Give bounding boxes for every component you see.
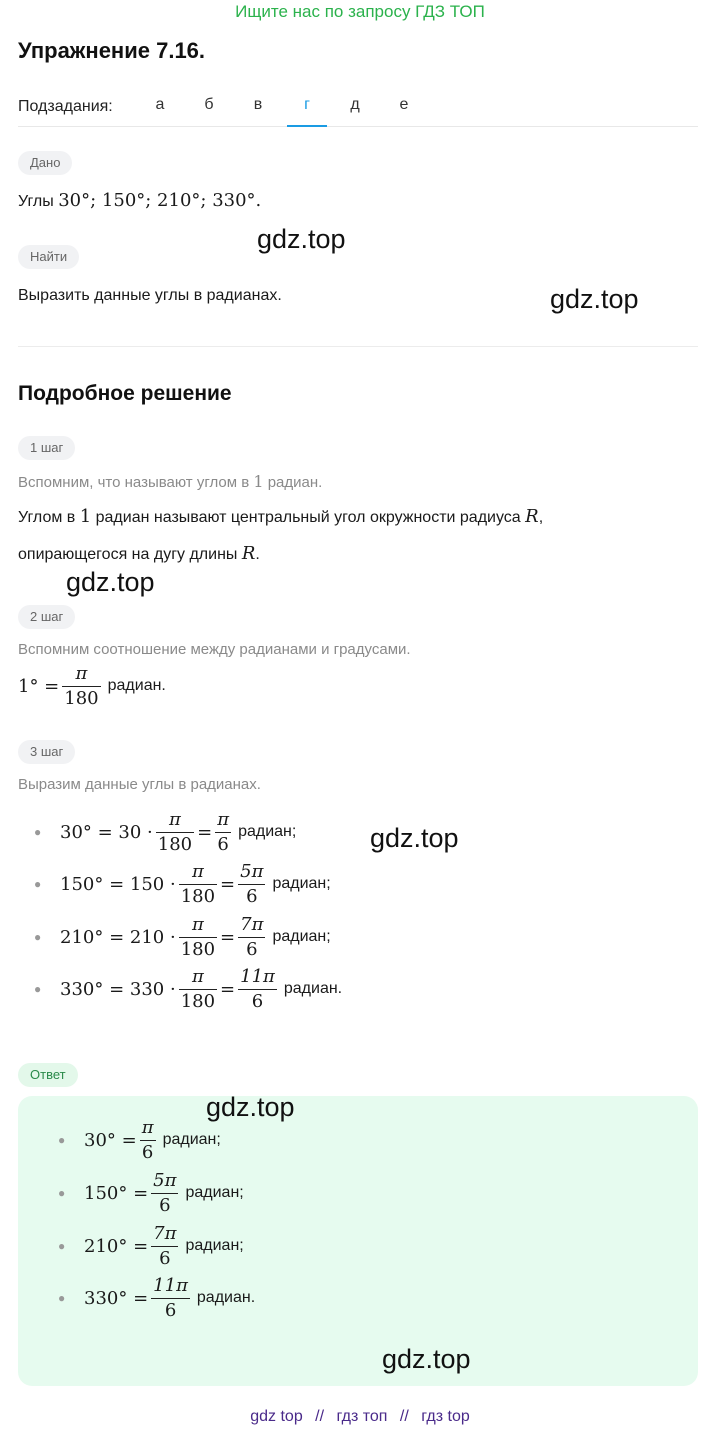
step1-pill: 1 шаг (18, 436, 75, 460)
find-text: Выразить данные углы в радианах. (18, 287, 282, 304)
step1-line1-m2: R (525, 506, 539, 527)
answer-lhs: 330° = (84, 1287, 149, 1309)
row-num-2: 5π (238, 860, 265, 885)
footer-sep-1: // (315, 1408, 325, 1425)
step1-hint-math: 1 (253, 472, 264, 491)
footer-links (0, 1408, 720, 1426)
watermark: gdz.top (66, 567, 155, 597)
row-fraction-2 (238, 913, 265, 962)
bullet-icon: ● (34, 825, 42, 839)
tab-b[interactable]: б (204, 96, 214, 113)
row-fraction-1 (179, 965, 217, 1014)
watermark: gdz.top (382, 1344, 471, 1374)
row-den-2: 6 (217, 833, 229, 855)
subtasks-bar (18, 88, 698, 127)
tab-a[interactable]: а (155, 96, 165, 113)
step3-row (34, 963, 342, 1015)
footer-link-1[interactable]: gdz top (250, 1408, 303, 1425)
answer-den: 6 (164, 1299, 177, 1321)
bullet-icon: ● (34, 930, 42, 944)
row-eq: = (197, 821, 213, 843)
given-angles: 30°; 150°; 210°; 330°. (58, 190, 262, 211)
bullet-icon: ● (34, 877, 42, 891)
step2-fraction (62, 662, 100, 711)
bullet-icon: ● (58, 1291, 66, 1305)
bullet-icon: ● (58, 1239, 66, 1253)
step2-formula (18, 660, 166, 712)
row-fraction-2 (238, 965, 277, 1014)
answer-lhs: 150° = (84, 1182, 149, 1204)
row-num-1: π (179, 965, 217, 990)
answer-row (58, 1220, 244, 1272)
row-eq: = (220, 926, 236, 948)
step1-line2 (18, 543, 260, 564)
answer-den: 6 (141, 1141, 154, 1163)
row-eq: = (220, 978, 236, 1000)
answer-den: 6 (159, 1194, 171, 1216)
row-word: радиан; (272, 875, 331, 892)
step1-line1 (18, 506, 543, 527)
step3-row (34, 806, 296, 858)
step2-pill: 2 шаг (18, 605, 75, 629)
row-word: радиан; (238, 823, 297, 840)
answer-word: радиан; (185, 1237, 244, 1254)
answer-den: 6 (159, 1247, 171, 1269)
watermark: gdz.top (257, 224, 346, 254)
given-prefix: Углы (18, 193, 59, 210)
step1-hint-suffix: радиан. (263, 474, 323, 491)
answer-lhs: 30° = (84, 1129, 137, 1151)
row-word: радиан; (272, 928, 331, 945)
step3-pill: 3 шаг (18, 740, 75, 764)
answer-word: радиан; (185, 1184, 244, 1201)
row-fraction-1 (179, 860, 217, 909)
answer-row (58, 1167, 244, 1219)
row-num-2: 7π (238, 913, 265, 938)
row-num-1: π (156, 808, 194, 833)
step2-word: радиан. (107, 677, 166, 694)
step3-row (34, 858, 331, 910)
answer-fraction (151, 1274, 190, 1323)
step2-num: π (62, 662, 100, 687)
answer-word: радиан. (196, 1289, 256, 1306)
row-den-2: 6 (246, 885, 258, 907)
page-title: Упражнение 7.16. (18, 38, 206, 63)
row-num-2: π (215, 808, 231, 833)
step2-hint: Вспомним соотношение между радианами и градусами. (18, 641, 411, 658)
answer-lhs: 210° = (84, 1235, 149, 1257)
watermark: gdz.top (550, 284, 639, 314)
step3-row (34, 911, 331, 963)
row-num-1: π (179, 913, 217, 938)
subtasks-label: Подзадания: (18, 98, 113, 115)
step1-line2-b: . (255, 546, 260, 563)
footer-link-3[interactable]: гдз top (421, 1408, 470, 1425)
row-fraction-1 (179, 913, 217, 962)
step1-line2-a: опирающегося на дугу длины (18, 546, 242, 563)
row-den-1: 180 (180, 938, 216, 960)
tab-d[interactable]: д (350, 96, 360, 113)
row-fraction-1 (156, 808, 194, 857)
row-eq: = (220, 873, 236, 895)
row-den-2: 6 (246, 938, 258, 960)
step1-line2-m: R (241, 543, 256, 564)
answer-num: 7π (151, 1222, 178, 1247)
tab-e[interactable]: е (399, 96, 409, 113)
answer-row (58, 1114, 221, 1166)
step3-hint: Выразим данные углы в радианах. (18, 776, 261, 793)
answer-fraction (140, 1116, 156, 1165)
find-pill: Найти (18, 245, 79, 269)
step2-den: 180 (64, 687, 99, 709)
tab-g[interactable]: г (287, 96, 327, 127)
step1-line1-b: радиан называют центральный угол окружности радиуса (91, 509, 526, 526)
row-den-1: 180 (180, 990, 216, 1012)
row-lhs: 150° = 150 · (60, 873, 176, 895)
watermark: gdz.top (206, 1092, 295, 1122)
step1-line1-c: , (538, 509, 544, 526)
bullet-icon: ● (58, 1133, 66, 1147)
answer-num: π (140, 1116, 156, 1141)
watermark: gdz.top (370, 823, 459, 853)
section-divider (18, 346, 698, 347)
footer-link-2[interactable]: гдз топ (336, 1408, 388, 1425)
step1-line1-m1: 1 (79, 506, 92, 527)
answer-fraction (151, 1222, 178, 1271)
row-fraction-2 (238, 860, 265, 909)
answer-num: 11π (151, 1274, 190, 1299)
answer-num: 5π (151, 1169, 178, 1194)
row-word: радиан. (283, 980, 343, 997)
bullet-icon: ● (58, 1186, 66, 1200)
search-banner: Ищите нас по запросу ГДЗ ТОП (235, 2, 485, 21)
solution-title: Подробное решение (18, 382, 232, 405)
answer-fraction (151, 1169, 178, 1218)
row-lhs: 30° = 30 · (60, 821, 153, 843)
step2-lhs: 1° = (18, 675, 60, 697)
step1-hint (18, 472, 322, 491)
row-lhs: 330° = 330 · (60, 978, 176, 1000)
given-text (18, 190, 261, 211)
footer-sep-2: // (399, 1408, 409, 1425)
row-num-1: π (179, 860, 217, 885)
row-fraction-2 (215, 808, 231, 857)
answer-word: радиан; (162, 1131, 221, 1148)
tab-v[interactable]: в (253, 96, 263, 113)
step1-line1-a: Углом в (18, 509, 80, 526)
answer-pill: Ответ (18, 1063, 78, 1087)
answer-row (58, 1272, 255, 1324)
bullet-icon: ● (34, 982, 42, 996)
row-den-2: 6 (251, 990, 264, 1012)
given-pill: Дано (18, 151, 72, 175)
step1-hint-prefix: Вспомним, что называют углом в (18, 474, 254, 491)
row-den-1: 180 (180, 885, 216, 907)
row-den-1: 180 (157, 833, 193, 855)
row-lhs: 210° = 210 · (60, 926, 176, 948)
row-num-2: 11π (238, 965, 277, 990)
